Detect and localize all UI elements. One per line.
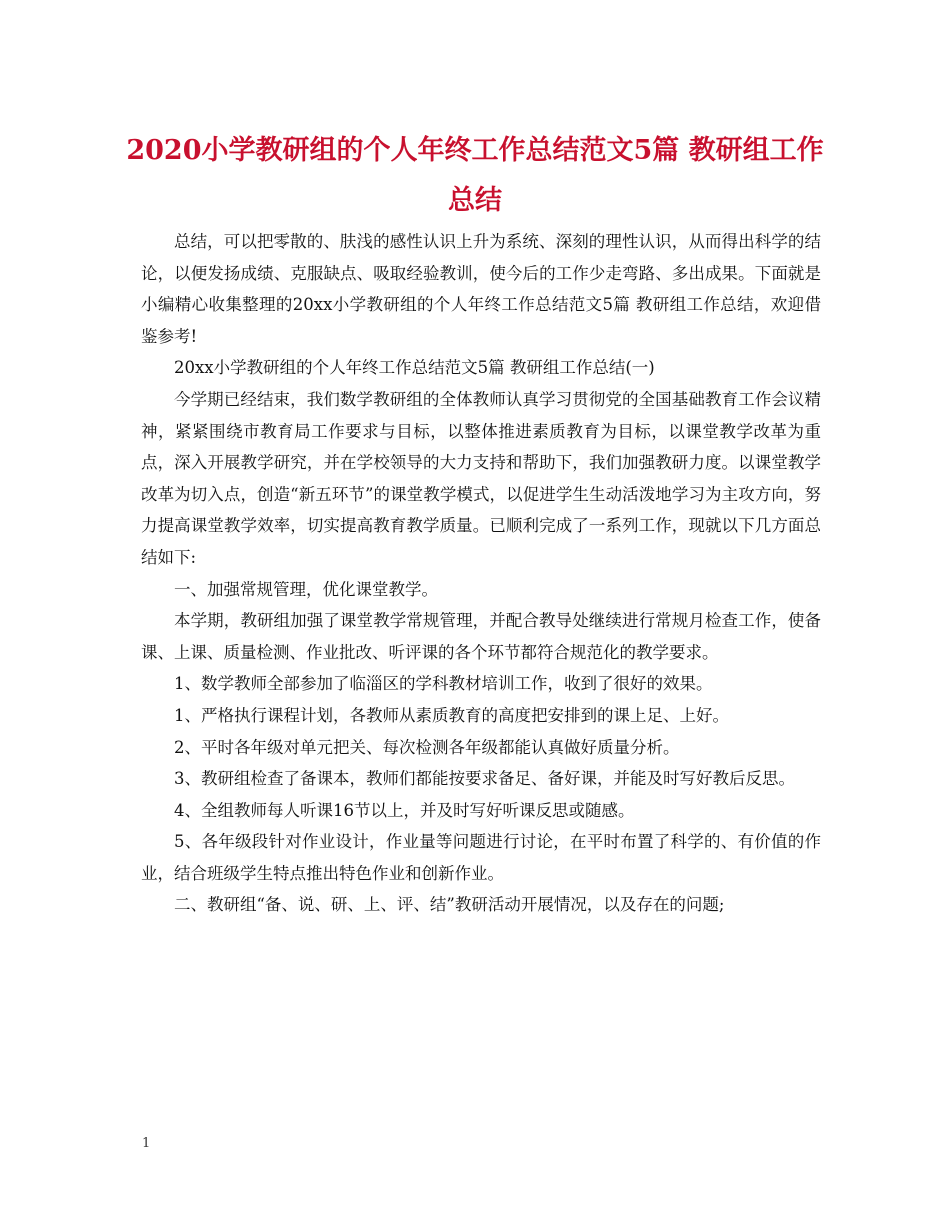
document-title: 2020小学教研组的个人年终工作总结范文5篇 教研组工作总结	[126, 135, 824, 216]
paragraph-subtitle: 20xx小学教研组的个人年终工作总结范文5篇 教研组工作总结(一)	[174, 358, 655, 378]
paragraph-overview: 今学期已经结束，我们数学教研组的全体教师认真学习贯彻党的全国基础教育工作会议精神，紧紧围绕市教育局工作要求与目标，以整体推进素质教育为目标，以课堂教学改革为重点，深入开展教学研究，并在学校领导的大力支持和帮助下，我们加强教研力度。以课堂教学改革为切入点，创造“新五环节”的课堂教学模式，以促进学生生动活泼地学习为主攻方向，努力提高课堂教学效率，切实提高教育教学质量。已顺利完成了一系列工作，现就以下几方面总结如下:	[141, 389, 821, 567]
section-heading-1: 一、加强常规管理，优化课堂教学。	[174, 579, 438, 599]
document-body	[141, 226, 821, 921]
list-item: 4、全组教师每人听课16节以上，并及时写好听课反思或随感。	[174, 800, 635, 820]
section-heading-2: 二、教研组“备、说、研、上、评、结”教研活动开展情况，以及存在的问题;	[174, 895, 725, 915]
list-item: 2、平时各年级对单元把关、每次检测各年级都能认真做好质量分析。	[174, 737, 680, 757]
list-item: 3、教研组检查了备课本，教师们都能按要求备足、备好课，并能及时写好教后反思。	[174, 769, 795, 789]
list-item: 1、数学教师全部参加了临淄区的学科教材培训工作，收到了很好的效果。	[174, 674, 713, 694]
paragraph-routine-management: 本学期，教研组加强了课堂教学常规管理，并配合教导处继续进行常规月检查工作，使备课、上课、质量检测、作业批改、听评课的各个环节都符合规范化的教学要求。	[141, 611, 821, 662]
page-number: 1	[142, 1136, 151, 1151]
list-item: 5、各年级段针对作业设计，作业量等问题进行讨论，在平时布置了科学的、有价值的作业，结合班级学生特点推出特色作业和创新作业。	[141, 832, 821, 883]
list-item: 1、严格执行课程计划，各教师从素质教育的高度把安排到的课上足、上好。	[174, 705, 729, 725]
paragraph-intro: 总结，可以把零散的、肤浅的感性认识上升为系统、深刻的理性认识，从而得出科学的结论，以便发扬成绩、克服缺点、吸取经验教训，使今后的工作少走弯路、多出成果。下面就是小编精心收集整理的20xx小学教研组的个人年终工作总结范文5篇 教研组工作总结，欢迎借鉴参考!	[141, 232, 821, 346]
